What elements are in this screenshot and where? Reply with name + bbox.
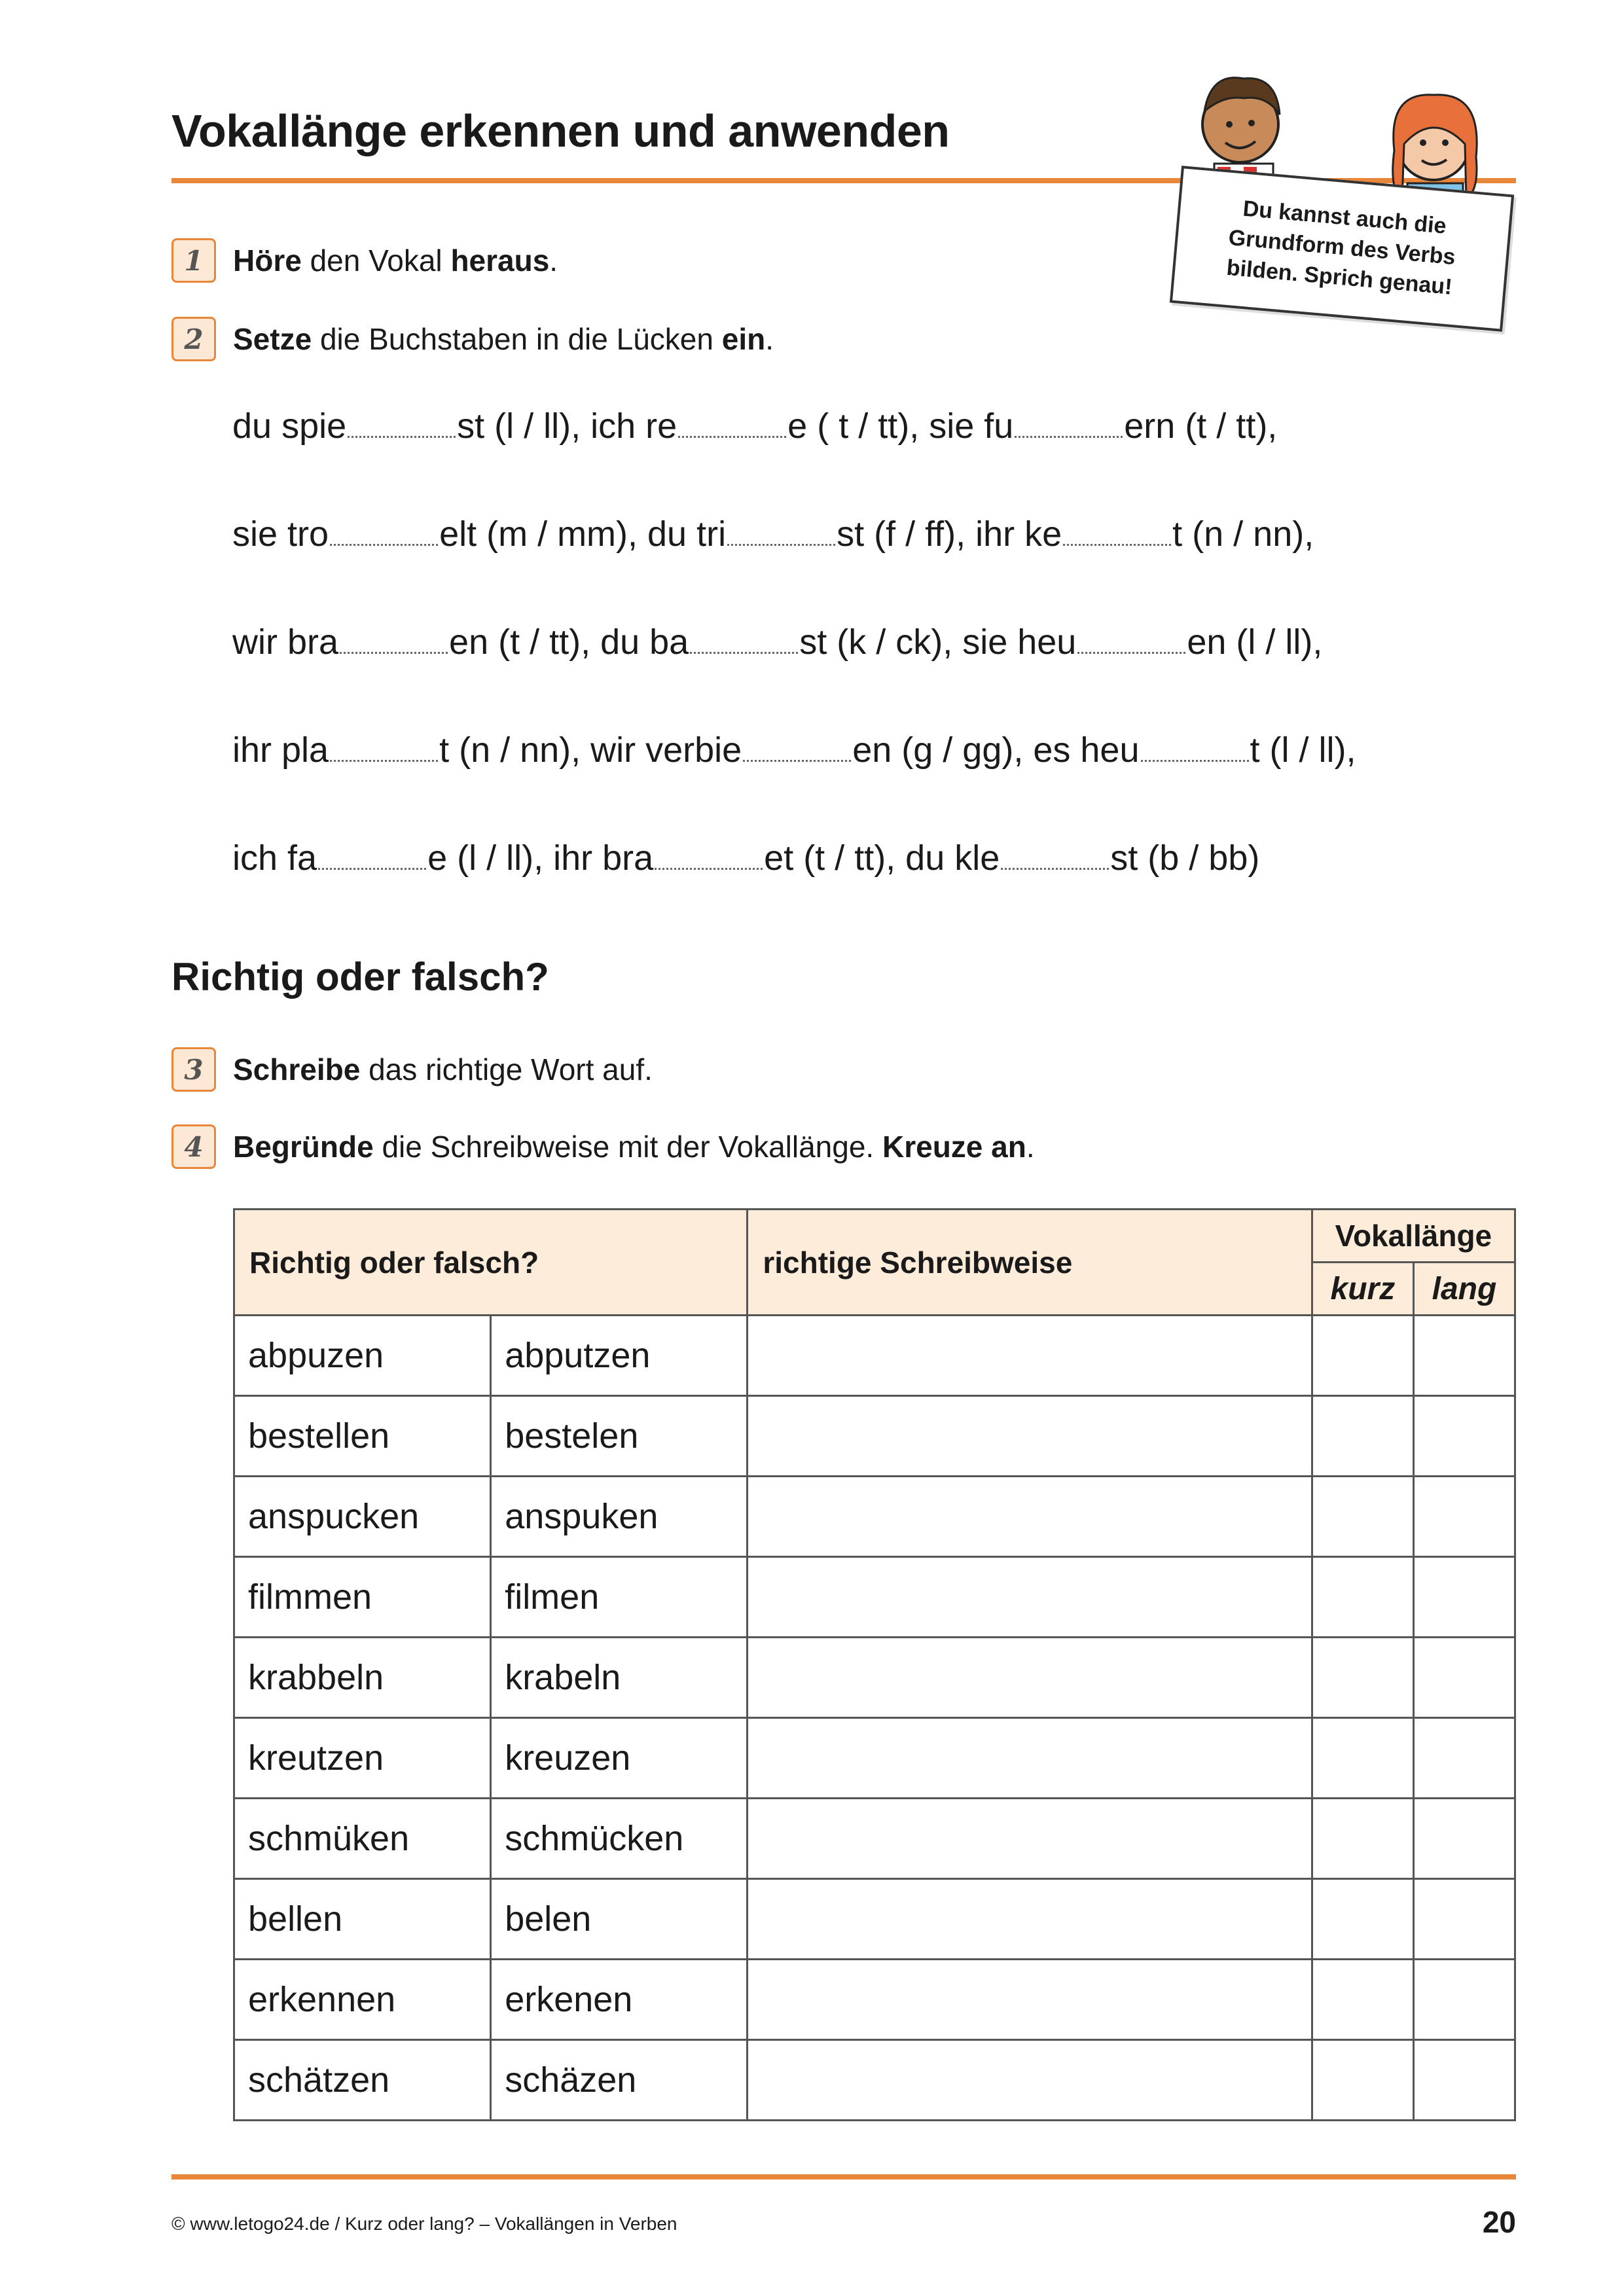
answer-cell[interactable] bbox=[748, 1396, 1312, 1477]
word-option-a: schätzen bbox=[234, 2040, 491, 2121]
exercise-line: du spie st (l / ll), ich re e ( t / tt), sie fu ern (t / tt), bbox=[232, 406, 1278, 446]
task-text: die Buchstaben in die Lücken bbox=[312, 322, 722, 356]
blank-field[interactable] bbox=[1063, 539, 1171, 546]
blank-field[interactable] bbox=[330, 755, 438, 762]
header-kurz: kurz bbox=[1312, 1263, 1413, 1316]
exercise-line: ich fa e (l / ll), ihr bra et (t / tt), du kle st (b / bb) bbox=[232, 838, 1260, 878]
task-emphasis: Kreuze an bbox=[882, 1130, 1026, 1164]
answer-cell[interactable] bbox=[748, 1316, 1312, 1396]
blank-field[interactable] bbox=[743, 755, 851, 762]
word-option-b: abputzen bbox=[491, 1316, 748, 1396]
task-verb: Schreibe bbox=[233, 1052, 361, 1086]
checkbox-kurz[interactable] bbox=[1312, 1477, 1413, 1557]
answer-cell[interactable] bbox=[748, 1718, 1312, 1799]
task-text: die Schreibweise mit der Vokallänge. bbox=[373, 1130, 882, 1164]
word-option-b: erkenen bbox=[491, 1960, 748, 2040]
exercise-line: wir bra en (t / tt), du ba st (k / ck), sie heu en (l / ll), bbox=[232, 622, 1323, 662]
task-verb: Setze bbox=[233, 322, 312, 356]
blank-field[interactable] bbox=[1141, 755, 1249, 762]
header-schreibweise: richtige Schreibweise bbox=[748, 1210, 1312, 1316]
task-1: 1 Höre den Vokal heraus. bbox=[171, 238, 558, 283]
speech-sign bbox=[1170, 166, 1514, 332]
word-option-a: erkennen bbox=[234, 1960, 491, 2040]
table-row bbox=[234, 1477, 1515, 1557]
word-option-a: bellen bbox=[234, 1879, 491, 1960]
table-row bbox=[234, 1960, 1515, 2040]
answer-cell[interactable] bbox=[748, 1477, 1312, 1557]
blank-field[interactable] bbox=[690, 647, 798, 654]
blank-field[interactable] bbox=[678, 431, 786, 438]
task-number-badge: 4 bbox=[171, 1124, 216, 1169]
checkbox-kurz[interactable] bbox=[1312, 1960, 1413, 2040]
word-option-b: anspuken bbox=[491, 1477, 748, 1557]
exercise-line: sie tro elt (m / mm), du tri st (f / ff), ihr ke t (n / nn), bbox=[232, 514, 1314, 554]
checkbox-kurz[interactable] bbox=[1312, 1396, 1413, 1477]
task-text: das richtige Wort auf. bbox=[360, 1052, 653, 1086]
task-verb: Höre bbox=[233, 243, 302, 278]
task-verb: Begründe bbox=[233, 1130, 374, 1164]
checkbox-kurz[interactable] bbox=[1312, 1718, 1413, 1799]
word-option-b: krabeln bbox=[491, 1638, 748, 1718]
table-row bbox=[234, 1396, 1515, 1477]
word-option-a: anspucken bbox=[234, 1477, 491, 1557]
word-option-a: krabbeln bbox=[234, 1638, 491, 1718]
checkbox-kurz[interactable] bbox=[1312, 1316, 1413, 1396]
task-number-badge: 3 bbox=[171, 1047, 216, 1092]
blank-field[interactable] bbox=[1015, 431, 1123, 438]
table-row bbox=[234, 1638, 1515, 1718]
exercise-line: ihr pla t (n / nn), wir verbie en (g / gg), es heu t (l / ll), bbox=[232, 730, 1356, 770]
task-2: 2 Setze die Buchstaben in die Lücken ein. bbox=[171, 317, 774, 361]
page-title: Vokallänge erkennen und anwenden bbox=[171, 105, 950, 156]
word-option-b: schäzen bbox=[491, 2040, 748, 2121]
table-row bbox=[234, 2040, 1515, 2121]
word-option-b: filmen bbox=[491, 1557, 748, 1638]
task-emphasis: ein bbox=[721, 322, 766, 356]
blank-field[interactable] bbox=[1077, 647, 1185, 654]
checkbox-kurz[interactable] bbox=[1312, 2040, 1413, 2121]
blank-field[interactable] bbox=[655, 863, 763, 870]
sign-text: Du kannst auch die Grundform des Verbs bilden. Sprich genau! bbox=[1225, 196, 1456, 300]
task-emphasis: heraus bbox=[450, 243, 550, 278]
word-option-b: kreuzen bbox=[491, 1718, 748, 1799]
checkbox-lang[interactable] bbox=[1413, 2040, 1515, 2121]
header-lang: lang bbox=[1413, 1263, 1515, 1316]
checkbox-lang[interactable] bbox=[1413, 1799, 1515, 1879]
answer-cell[interactable] bbox=[748, 1799, 1312, 1879]
section-title: Richtig oder falsch? bbox=[171, 955, 549, 999]
task-4: 4 Begründe die Schreibweise mit der Vokallänge. Kreuze an. bbox=[171, 1124, 1035, 1169]
answer-cell[interactable] bbox=[748, 2040, 1312, 2121]
checkbox-kurz[interactable] bbox=[1312, 1879, 1413, 1960]
blank-field[interactable] bbox=[330, 539, 438, 546]
task-3 bbox=[171, 1047, 653, 1092]
answer-cell[interactable] bbox=[748, 1960, 1312, 2040]
footer-text: © www.letogo24.de / Kurz oder lang? – Vokallängen in Verben bbox=[171, 2214, 677, 2234]
checkbox-kurz[interactable] bbox=[1312, 1638, 1413, 1718]
word-option-b: schmücken bbox=[491, 1799, 748, 1879]
checkbox-lang[interactable] bbox=[1413, 1557, 1515, 1638]
page-number: 20 bbox=[1482, 2205, 1516, 2239]
blank-field[interactable] bbox=[348, 431, 456, 438]
task-text: den Vokal bbox=[301, 243, 451, 278]
table-row bbox=[234, 1557, 1515, 1638]
blank-field[interactable] bbox=[1001, 863, 1109, 870]
word-option-b: belen bbox=[491, 1879, 748, 1960]
word-option-b: bestelen bbox=[491, 1396, 748, 1477]
checkbox-kurz[interactable] bbox=[1312, 1799, 1413, 1879]
answer-cell[interactable] bbox=[748, 1638, 1312, 1718]
checkbox-lang[interactable] bbox=[1413, 1477, 1515, 1557]
blank-field[interactable] bbox=[727, 539, 835, 546]
word-option-a: filmmen bbox=[234, 1557, 491, 1638]
task-number-badge: 2 bbox=[171, 317, 216, 361]
word-option-a: abpuzen bbox=[234, 1316, 491, 1396]
answer-cell[interactable] bbox=[748, 1557, 1312, 1638]
blank-field[interactable] bbox=[340, 647, 448, 654]
word-table bbox=[233, 1208, 1516, 2121]
checkbox-lang[interactable] bbox=[1413, 1960, 1515, 2040]
table-row bbox=[234, 1718, 1515, 1799]
answer-cell[interactable] bbox=[748, 1879, 1312, 1960]
task-number-badge: 1 bbox=[171, 238, 216, 283]
footer-rule bbox=[171, 2174, 1516, 2179]
checkbox-lang[interactable] bbox=[1413, 1879, 1515, 1960]
checkbox-lang[interactable] bbox=[1413, 1316, 1515, 1396]
checkbox-lang[interactable] bbox=[1413, 1638, 1515, 1718]
word-option-a: bestellen bbox=[234, 1396, 491, 1477]
checkbox-lang[interactable] bbox=[1413, 1396, 1515, 1477]
header-richtig-falsch: Richtig oder falsch? bbox=[234, 1210, 748, 1316]
word-option-a: schmüken bbox=[234, 1799, 491, 1879]
checkbox-lang[interactable] bbox=[1413, 1718, 1515, 1799]
header-vokallaenge: Vokallänge bbox=[1312, 1210, 1515, 1263]
table-row bbox=[234, 1799, 1515, 1879]
word-option-a: kreutzen bbox=[234, 1718, 491, 1799]
table-row bbox=[234, 1316, 1515, 1396]
table-row bbox=[234, 1879, 1515, 1960]
blank-field[interactable] bbox=[318, 863, 426, 870]
checkbox-kurz[interactable] bbox=[1312, 1557, 1413, 1638]
